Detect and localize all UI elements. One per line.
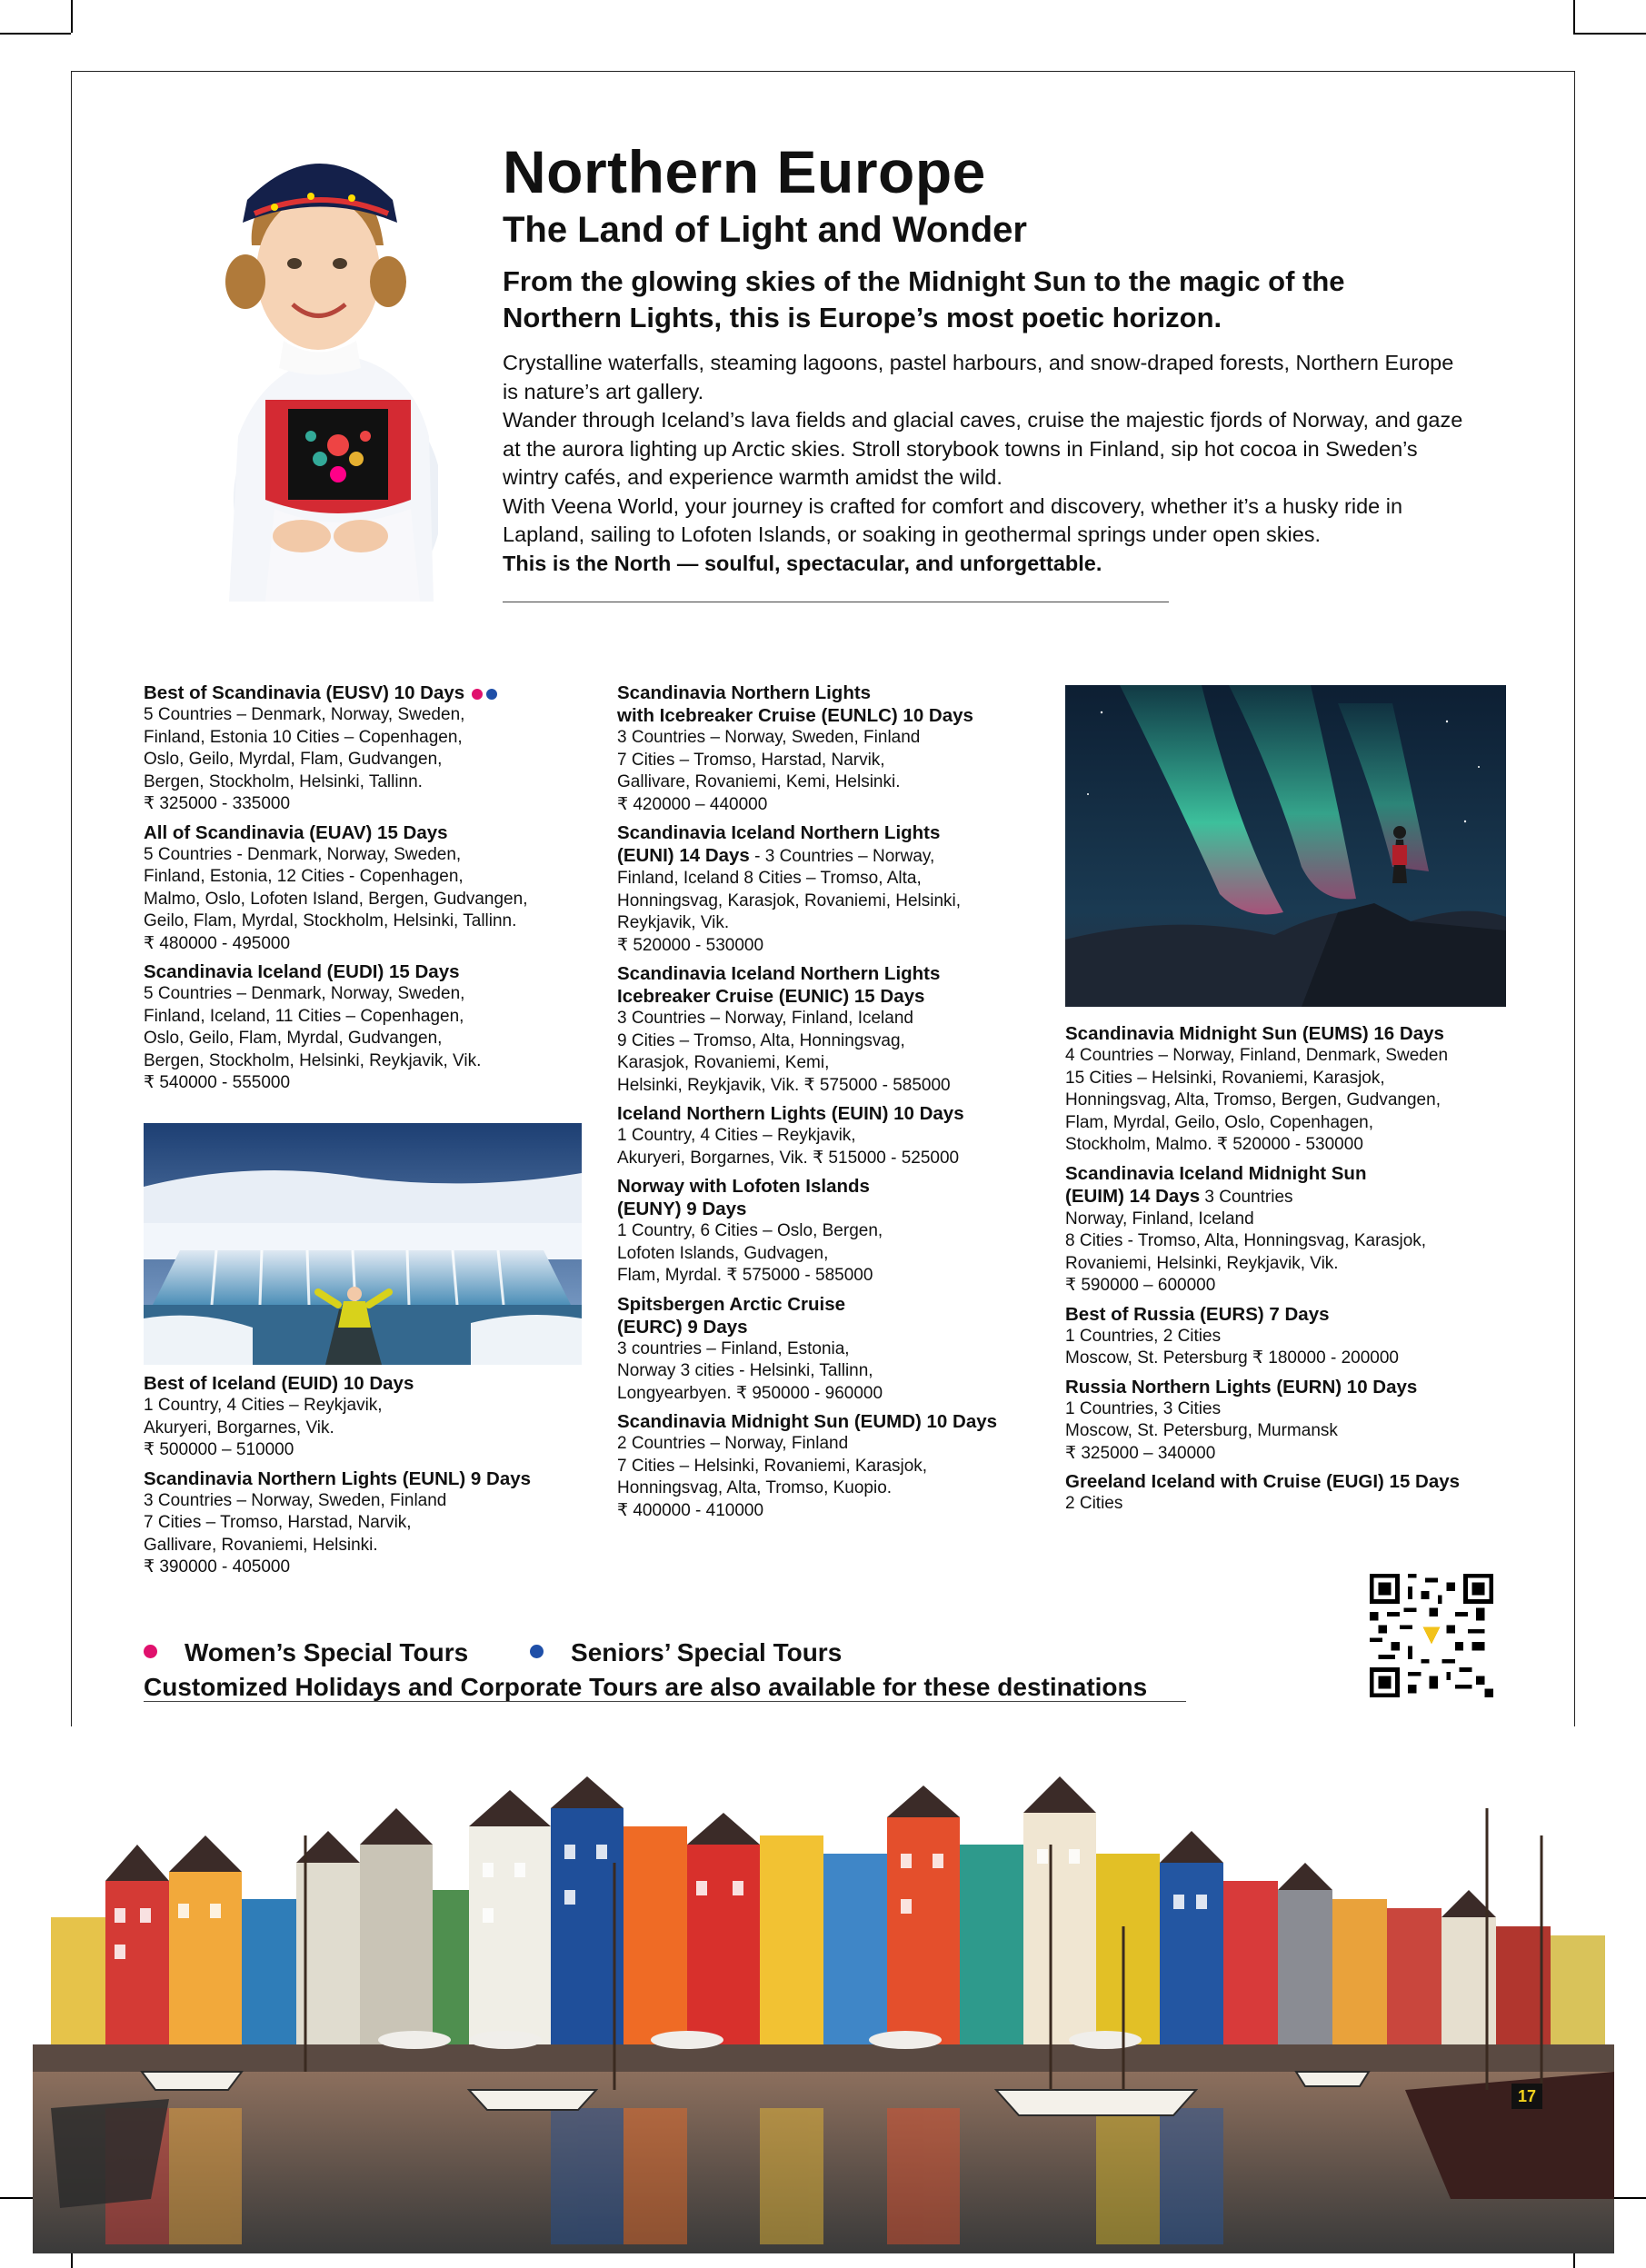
tour-item <box>144 821 598 956</box>
tour-item <box>144 1372 598 1462</box>
tour-detail-line: Bergen, Stockholm, Helsinki, Tallinn. <box>144 771 423 791</box>
intro-paragraph: With Veena World, your journey is crafted for comfort and discovery, whether it’s a husky ride in Lapland, sailing to Lofoten Islands, or soaking in geothermal springs under open skies. <box>503 493 1403 546</box>
intro-body <box>503 349 1466 578</box>
tour-title: Scandinavia Iceland Northern Lights <box>617 822 941 843</box>
tour-column-3 <box>1065 1022 1538 1521</box>
tour-title: Scandinavia Iceland Midnight Sun <box>1065 1162 1367 1184</box>
tour-detail-line: Akuryeri, Borgarnes, Vik. <box>144 1418 334 1437</box>
tour-title: All of Scandinavia (EUAV) 15 Days <box>144 821 448 843</box>
closing-line: This is the North — soulful, spectacular, and unforgettable. <box>503 551 1102 575</box>
page-title: Northern Europe <box>503 138 986 205</box>
tour-title: Iceland Northern Lights (EUIN) 10 Days <box>617 1103 964 1124</box>
tour-price: ₹ 480000 - 495000 <box>144 933 291 953</box>
aurora-photo <box>1065 685 1506 1007</box>
tour-item <box>1065 1376 1538 1466</box>
tour-item <box>144 960 598 1095</box>
crop-mark <box>0 33 71 35</box>
tour-title: Scandinavia Iceland Northern Lights <box>617 963 941 984</box>
tour-detail-line: 9 Cities – Tromso, Alta, Honningsvag, <box>617 1030 905 1050</box>
women-special-dot <box>472 689 483 700</box>
tour-title: Scandinavia Northern Lights <box>617 682 872 703</box>
iceland-waterfall-photo <box>144 1123 582 1365</box>
tour-detail-line: Karasjok, Rovaniemi, Kemi, <box>617 1053 830 1072</box>
tour-detail-line: Bergen, Stockholm, Helsinki, Reykjavik, Vik. <box>144 1050 482 1070</box>
tour-detail-line: Honningsvag, Karasjok, Rovaniemi, Helsinki, <box>617 890 962 910</box>
tour-column-1b <box>144 1372 598 1585</box>
crop-mark <box>1573 0 1575 33</box>
tour-detail-line: Malmo, Oslo, Lofoten Island, Bergen, Gudvangen, <box>144 889 528 909</box>
page-subtitle: The Land of Light and Wonder <box>503 210 1027 250</box>
tour-price: ₹ 400000 - 410000 <box>617 1500 764 1520</box>
tour-item <box>617 1410 1053 1522</box>
women-special-legend <box>144 1638 495 1666</box>
tour-detail-line: Norway, Finland, Iceland <box>1065 1209 1254 1228</box>
tour-detail-line: 1 Countries, 2 Cities <box>1065 1326 1222 1346</box>
tour-title-line2: Icebreaker Cruise (EUNIC) 15 Days <box>617 986 925 1007</box>
tour-title: Russia Northern Lights (EURN) 10 Days <box>1065 1376 1418 1398</box>
tour-price: ₹ 390000 - 405000 <box>144 1557 291 1577</box>
tour-detail-line: Finland, Estonia 10 Cities – Copenhagen, <box>144 727 463 747</box>
tour-column-2 <box>617 681 1053 1527</box>
tour-detail-line: Gallivare, Rovaniemi, Helsinki. <box>144 1535 378 1555</box>
tour-price: Helsinki, Reykjavik, Vik. ₹ 575000 - 585000 <box>617 1075 951 1095</box>
tour-title: Scandinavia Northern Lights (EUNL) 9 Days <box>144 1467 532 1489</box>
tour-item <box>1065 1022 1538 1157</box>
tour-detail-line: 3 Countries – Norway, Finland, Iceland <box>617 1009 913 1028</box>
legend <box>144 1637 1147 1703</box>
tour-title: Greeland Iceland with Cruise (EUGI) 15 Days <box>1065 1471 1461 1492</box>
tour-title-line2: (EUIM) 14 Days <box>1065 1185 1201 1207</box>
tour-item <box>1065 1303 1538 1370</box>
women-special-dot <box>144 1645 157 1658</box>
tour-price: ₹ 325000 - 335000 <box>144 794 291 813</box>
tour-detail-line: 1 Country, 4 Cities – Reykjavik, <box>617 1126 856 1145</box>
tour-price: ₹ 420000 – 440000 <box>617 794 768 814</box>
tour-detail-line: 2 Cities <box>1065 1494 1123 1513</box>
tour-detail-line: Moscow, St. Petersburg, Murmansk <box>1065 1421 1338 1440</box>
tour-detail-line: Finland, Estonia, 12 Cities - Copenhagen, <box>144 867 464 886</box>
tour-title-line2: with Icebreaker Cruise (EUNLC) 10 Days <box>617 705 973 726</box>
tour-detail-line: 1 Country, 6 Cities – Oslo, Bergen, <box>617 1221 883 1240</box>
tour-title: Scandinavia Midnight Sun (EUMS) 16 Days <box>1065 1023 1444 1044</box>
tour-detail-line: 7 Cities – Helsinki, Rovaniemi, Karasjok, <box>617 1456 928 1476</box>
tour-price: Longyearbyen. ₹ 950000 - 960000 <box>617 1383 883 1403</box>
girl-in-folk-costume-image <box>202 136 438 602</box>
tour-item <box>617 1175 1053 1288</box>
tour-detail-line: 5 Countries – Denmark, Norway, Sweden, <box>144 705 465 724</box>
tour-detail-line: Lofoten Islands, Gudvagen, <box>617 1243 829 1263</box>
tour-detail-line: 1 Countries, 3 Cities <box>1065 1398 1222 1418</box>
tour-detail-line: - 3 Countries – Norway, <box>749 847 935 866</box>
tour-detail-line: Finland, Iceland 8 Cities – Tromso, Alta, <box>617 869 922 888</box>
tour-detail-line: 3 Countries – Norway, Sweden, Finland <box>144 1490 447 1510</box>
tour-detail-line: Honningsvag, Alta, Tromso, Bergen, Gudvangen, <box>1065 1090 1441 1109</box>
seniors-special-dot <box>530 1645 544 1658</box>
tour-title: Best of Iceland (EUID) 10 Days <box>144 1373 414 1394</box>
tour-price: Stockholm, Malmo. ₹ 520000 - 530000 <box>1065 1135 1363 1154</box>
intro-paragraph: Wander through Iceland’s lava fields and glacial caves, cruise the majestic fjords of Norway, and gaze at the aurora lighting up Arctic skies. Stroll storybook towns in Finland, sip hot cocoa in Sweden’s wintry cafés, and experience warmth amidst the wild. <box>503 408 1463 489</box>
qr-code[interactable] <box>1370 1574 1493 1697</box>
tour-price: ₹ 500000 – 510000 <box>144 1440 294 1459</box>
tour-title-line2: (EUNY) 9 Days <box>617 1199 747 1219</box>
tour-title: Best of Russia (EURS) 7 Days <box>1065 1303 1330 1325</box>
tour-detail-line: 5 Countries - Denmark, Norway, Sweden, <box>144 844 462 864</box>
tour-title: Spitsbergen Arctic Cruise <box>617 1293 846 1315</box>
tour-price: Akuryeri, Borgarnes, Vik. ₹ 515000 - 525000 <box>617 1148 960 1168</box>
tour-detail-line: 7 Cities – Tromso, Harstad, Narvik, <box>617 750 885 770</box>
tour-detail-line: Oslo, Geilo, Myrdal, Flam, Gudvangen, <box>144 750 443 769</box>
tour-detail-line: Rovaniemi, Helsinki, Reykjavik, Vik. <box>1065 1253 1339 1273</box>
crop-mark <box>1573 33 1646 35</box>
tour-item <box>144 1467 598 1579</box>
tour-column-1 <box>144 681 598 1100</box>
page-number: 17 <box>1511 2084 1542 2109</box>
nyhavn-harbour-photo <box>33 1726 1614 2253</box>
tour-detail-line: Reykjavik, Vik. <box>617 913 730 932</box>
tour-item <box>617 1293 1053 1406</box>
tour-detail-line: 8 Cities - Tromso, Alta, Honningsvag, Karasjok, <box>1065 1231 1427 1250</box>
lead-text: From the glowing skies of the Midnight Sun to the magic of the Northern Lights, this is Europe’s most poetic horizon. <box>503 265 1345 333</box>
seniors-special-legend <box>530 1638 869 1666</box>
tour-item <box>144 681 598 816</box>
tour-detail-line: Oslo, Geilo, Flam, Myrdal, Gudvangen, <box>144 1029 443 1048</box>
tour-detail-line: Finland, Iceland, 11 Cities – Copenhagen, <box>144 1006 464 1026</box>
tour-detail-line: 1 Country, 4 Cities – Reykjavik, <box>144 1396 383 1415</box>
crop-mark <box>71 0 73 33</box>
tour-detail-line: 7 Cities – Tromso, Harstad, Narvik, <box>144 1513 412 1532</box>
customized-holidays-note: Customized Holidays and Corporate Tours are also available for these destinations <box>144 1673 1148 1701</box>
tour-item <box>617 681 1053 816</box>
tour-title-line2: (EURC) 9 Days <box>617 1316 748 1338</box>
tour-detail-line: Geilo, Flam, Myrdal, Stockholm, Helsinki, Tallinn. <box>144 911 517 930</box>
seniors-special-label: Seniors’ Special Tours <box>571 1638 843 1666</box>
tour-title: Scandinavia Iceland (EUDI) 15 Days <box>144 961 460 982</box>
tour-item <box>1065 1162 1538 1298</box>
tour-item <box>617 1102 1053 1169</box>
tour-detail-line: 3 Countries <box>1200 1187 1293 1207</box>
tour-detail-line: 15 Cities – Helsinki, Rovaniemi, Karasjok, <box>1065 1068 1385 1088</box>
tour-price: ₹ 520000 - 530000 <box>617 935 764 955</box>
tour-title-line2: (EUNI) 14 Days <box>617 845 750 866</box>
tour-title: Norway with Lofoten Islands <box>617 1176 870 1197</box>
tour-detail-line: 3 countries – Finland, Estonia, <box>617 1338 850 1358</box>
tour-price: ₹ 590000 – 600000 <box>1065 1276 1216 1295</box>
tour-item <box>617 962 1053 1097</box>
tour-title: Best of Scandinavia (EUSV) 10 Days <box>144 682 465 703</box>
tour-detail-line: 5 Countries – Denmark, Norway, Sweden, <box>144 984 465 1003</box>
tour-detail-line: Norway 3 cities - Helsinki, Tallinn, <box>617 1361 873 1380</box>
tour-detail-line: Flam, Myrdal, Geilo, Oslo, Copenhagen, <box>1065 1112 1373 1132</box>
legend-divider <box>144 1701 1186 1702</box>
tour-price: ₹ 540000 - 555000 <box>144 1073 291 1092</box>
tour-detail-line: Honningsvag, Alta, Tromso, Kuopio. <box>617 1478 893 1497</box>
tour-price: Moscow, St. Petersburg ₹ 180000 - 200000 <box>1065 1348 1399 1368</box>
intro-paragraph: Crystalline waterfalls, steaming lagoons, pastel harbours, and snow-draped forests, Northern Europe is nature’s art gallery. <box>503 351 1454 403</box>
tour-detail-line: 2 Countries – Norway, Finland <box>617 1434 849 1453</box>
tour-detail-line: 3 Countries – Norway, Sweden, Finland <box>617 728 921 747</box>
tour-price: Flam, Myrdal. ₹ 575000 - 585000 <box>617 1266 873 1285</box>
tour-detail-line: Gallivare, Rovaniemi, Kemi, Helsinki. <box>617 772 901 791</box>
tour-item <box>617 821 1053 957</box>
seniors-special-dot <box>486 689 497 700</box>
tour-detail-line: 4 Countries – Norway, Finland, Denmark, Sweden <box>1065 1046 1449 1065</box>
women-special-label: Women’s Special Tours <box>185 1638 469 1666</box>
tour-price: ₹ 325000 – 340000 <box>1065 1443 1216 1463</box>
tour-item <box>1065 1470 1538 1516</box>
tour-title: Scandinavia Midnight Sun (EUMD) 10 Days <box>617 1411 998 1432</box>
